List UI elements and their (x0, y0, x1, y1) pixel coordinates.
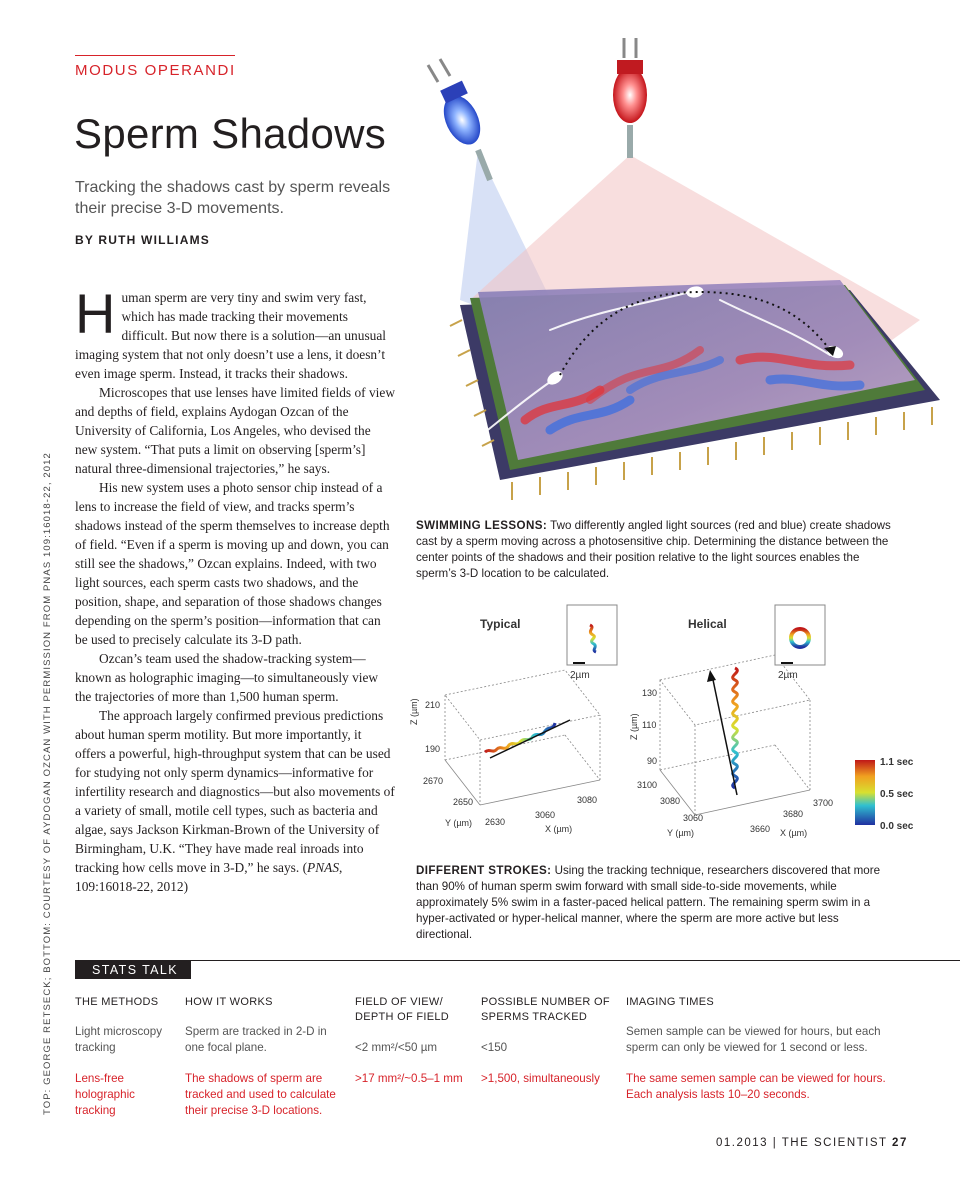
typical-scale-label: 2µm (570, 670, 590, 681)
stats-cell: Lens-free holographic tracking (75, 1072, 135, 1117)
stats-cell: >17 mm²/~0.5–1 mm (355, 1072, 463, 1085)
typical-x-tick: 3060 (535, 810, 556, 820)
typical-z-label: Z (µm) (409, 698, 419, 725)
stats-cell: Semen sample can be viewed for hours, but each sperm can only be viewed for 1 second or less. (626, 1025, 881, 1054)
stats-rule (75, 960, 960, 961)
byline: BY RUTH WILLIAMS (75, 233, 210, 247)
caption-swimming-lessons (416, 518, 892, 582)
folio-separator: | (772, 1137, 778, 1149)
helical-x-tick: 3700 (813, 798, 834, 808)
typical-direction-arrow (490, 720, 570, 758)
typical-x-tick: 3080 (577, 795, 598, 805)
article-paragraph (75, 706, 395, 896)
article-paragraph (75, 282, 395, 383)
helical-z-tick: 130 (642, 688, 658, 698)
trajectory-plots (405, 600, 960, 855)
stats-header: POSSIBLE NUMBER OF SPERMS TRACKED (481, 996, 610, 1023)
headline: Sperm Shadows (74, 110, 387, 157)
helical-x-tick: 3680 (783, 809, 804, 819)
colorbar-label: 1.1 sec (880, 757, 914, 768)
typical-y-label: Y (µm) (445, 818, 473, 828)
helical-trajectory (733, 668, 738, 788)
article-text: uman sperm are very tiny and swim very fast, which has made tracking their movements difficult. But now there is a solution—an unusual imaging system that not only doesn’t use a lens, it doesn’t even image sperm. Instead, it tracks their shadows. (75, 290, 387, 381)
blue-led (428, 59, 490, 180)
colorbar-label: 0.0 sec (880, 821, 914, 832)
typical-y-tick: 2630 (485, 817, 506, 827)
typical-panel (445, 670, 600, 805)
time-colorbar (855, 760, 875, 825)
issue-date: 01.2013 (716, 1137, 769, 1149)
typical-y-tick: 2650 (453, 797, 474, 807)
helical-scale-label: 2µm (778, 670, 798, 681)
stats-cell: <2 mm²/<50 µm (355, 1041, 438, 1054)
typical-y-tick: 2670 (423, 776, 444, 786)
helical-title: Helical (688, 617, 727, 631)
photo-credit: TOP: GEORGE RETSECK; BOTTOM: COURTESY OF AYDOGAN OZCAN WITH PERMISSION FROM PNAS 109:16018-22, 2012 (42, 452, 53, 1115)
stats-header: HOW IT WORKS (185, 996, 273, 1008)
article-body (75, 282, 396, 896)
stats-header: FIELD OF VIEW/ DEPTH OF FIELD (355, 996, 450, 1023)
sperm-shadow-illustration (400, 30, 960, 510)
magazine-name: THE SCIENTIST (781, 1137, 888, 1149)
stats-cell: <150 (481, 1041, 508, 1054)
helical-x-tick: 3660 (750, 824, 771, 834)
typical-z-tick: 210 (425, 700, 441, 710)
caption-head: DIFFERENT STROKES: (416, 864, 552, 877)
stats-cell: The shadows of sperm are tracked and used to calculate their precise 3-D locations. (185, 1072, 336, 1117)
article-text: The approach largely confirmed previous predictions about human sperm motility. But more importantly, it offers a powerful, high-throughput system that can be used for studying not only sperm dynamics—informative for infertility research and diagnostics—but also movements of a variety of small, motile cell types, such as bacteria and algae, says Jackson Kirkman-Brown of the University of Birmingham, U.K. “They have made real inroads into tracking how cells move in 3-D,” he says. ( (75, 708, 395, 875)
helical-y-tick: 3080 (660, 796, 681, 806)
typical-trajectory (485, 723, 555, 752)
colorbar-label: 0.5 sec (880, 789, 914, 800)
caption-different-strokes (416, 863, 892, 943)
page-number: 27 (892, 1137, 908, 1149)
helical-y-label: Y (µm) (667, 828, 695, 838)
red-led (613, 38, 647, 158)
stats-header: THE METHODS (75, 996, 159, 1008)
section-rule (75, 55, 235, 56)
helical-inset (775, 605, 825, 665)
article-paragraph: Microscopes that use lenses have limited fields of view and depths of field, explains Aydogan Ozcan of the University of California, Los Angeles, who devised the new system. “That puts a limit on observing [sperm’s] natural three-dimensional trajectories,” he says. (75, 385, 396, 476)
helical-z-tick: 110 (642, 720, 657, 730)
caption-text: Using the tracking technique, researchers discovered that more than 90% of human sperm swim forward with small side-to-side movements, while approximately 5% swim in a faster-paced helical pattern. The remaining sperm swim in a hyper-activated or hyper-helical manner, where the sperm are more active but less directional. (416, 864, 881, 941)
helical-z-tick: 90 (647, 756, 658, 766)
helical-arrowhead (707, 670, 716, 682)
helical-x-label: X (µm) (780, 828, 808, 838)
caption-text: Two differently angled light sources (red and blue) create shadows cast by a sperm moving across a photosensitive chip. Determining the distance between the center points of the shadows and their position relative to the light sources enables the sperm’s 3-D location to be calculated. (416, 519, 891, 580)
typical-z-tick: 190 (425, 744, 441, 754)
typical-title: Typical (480, 617, 521, 631)
stats-cell: Sperm are tracked in 2-D in one focal plane. (185, 1025, 327, 1054)
helical-y-tick: 3100 (637, 780, 658, 790)
journal-citation: PNAS (307, 860, 340, 875)
stats-talk-tab: STATS TALK (75, 961, 191, 979)
stats-cell: The same semen sample can be viewed for hours. Each analysis lasts 10–20 seconds. (626, 1072, 886, 1101)
typical-x-label: X (µm) (545, 824, 573, 834)
article-text: , 109:16018-22, 2012) (75, 860, 343, 894)
helical-y-tick: 3060 (683, 813, 704, 823)
section-label: MODUS OPERANDI (75, 62, 236, 79)
stats-cell: Light microscopy tracking (75, 1025, 162, 1054)
page-folio (716, 1137, 908, 1149)
stats-cell: >1,500, simultaneously (481, 1072, 600, 1085)
helical-z-label: Z (µm) (629, 713, 639, 740)
drop-cap: H (75, 282, 116, 345)
article-paragraph: Ozcan’s team used the shadow-tracking system—known as holographic imaging—to simultaneously view the trajectories of more than 1,500 human sperm. (75, 651, 379, 704)
article-paragraph: His new system uses a photo sensor chip instead of a lens to increase the field of view, and tracks sperm’s shadows instead of the sperm themselves to increase depth of field. “Even if a sperm is moving up and down, you can still see the shadows,” Ozcan explains. Indeed, with two light sources, each sperm casts two shadows, and the position, shape, and separation of those shadows changes depending on the sperm’s position—information that can be used to precisely calculate its 3-D path. (75, 480, 390, 647)
caption-head: SWIMMING LESSONS: (416, 519, 548, 532)
stats-header: IMAGING TIMES (626, 996, 715, 1008)
dek: Tracking the shadows cast by sperm reveals their precise 3-D movements. (75, 179, 391, 217)
